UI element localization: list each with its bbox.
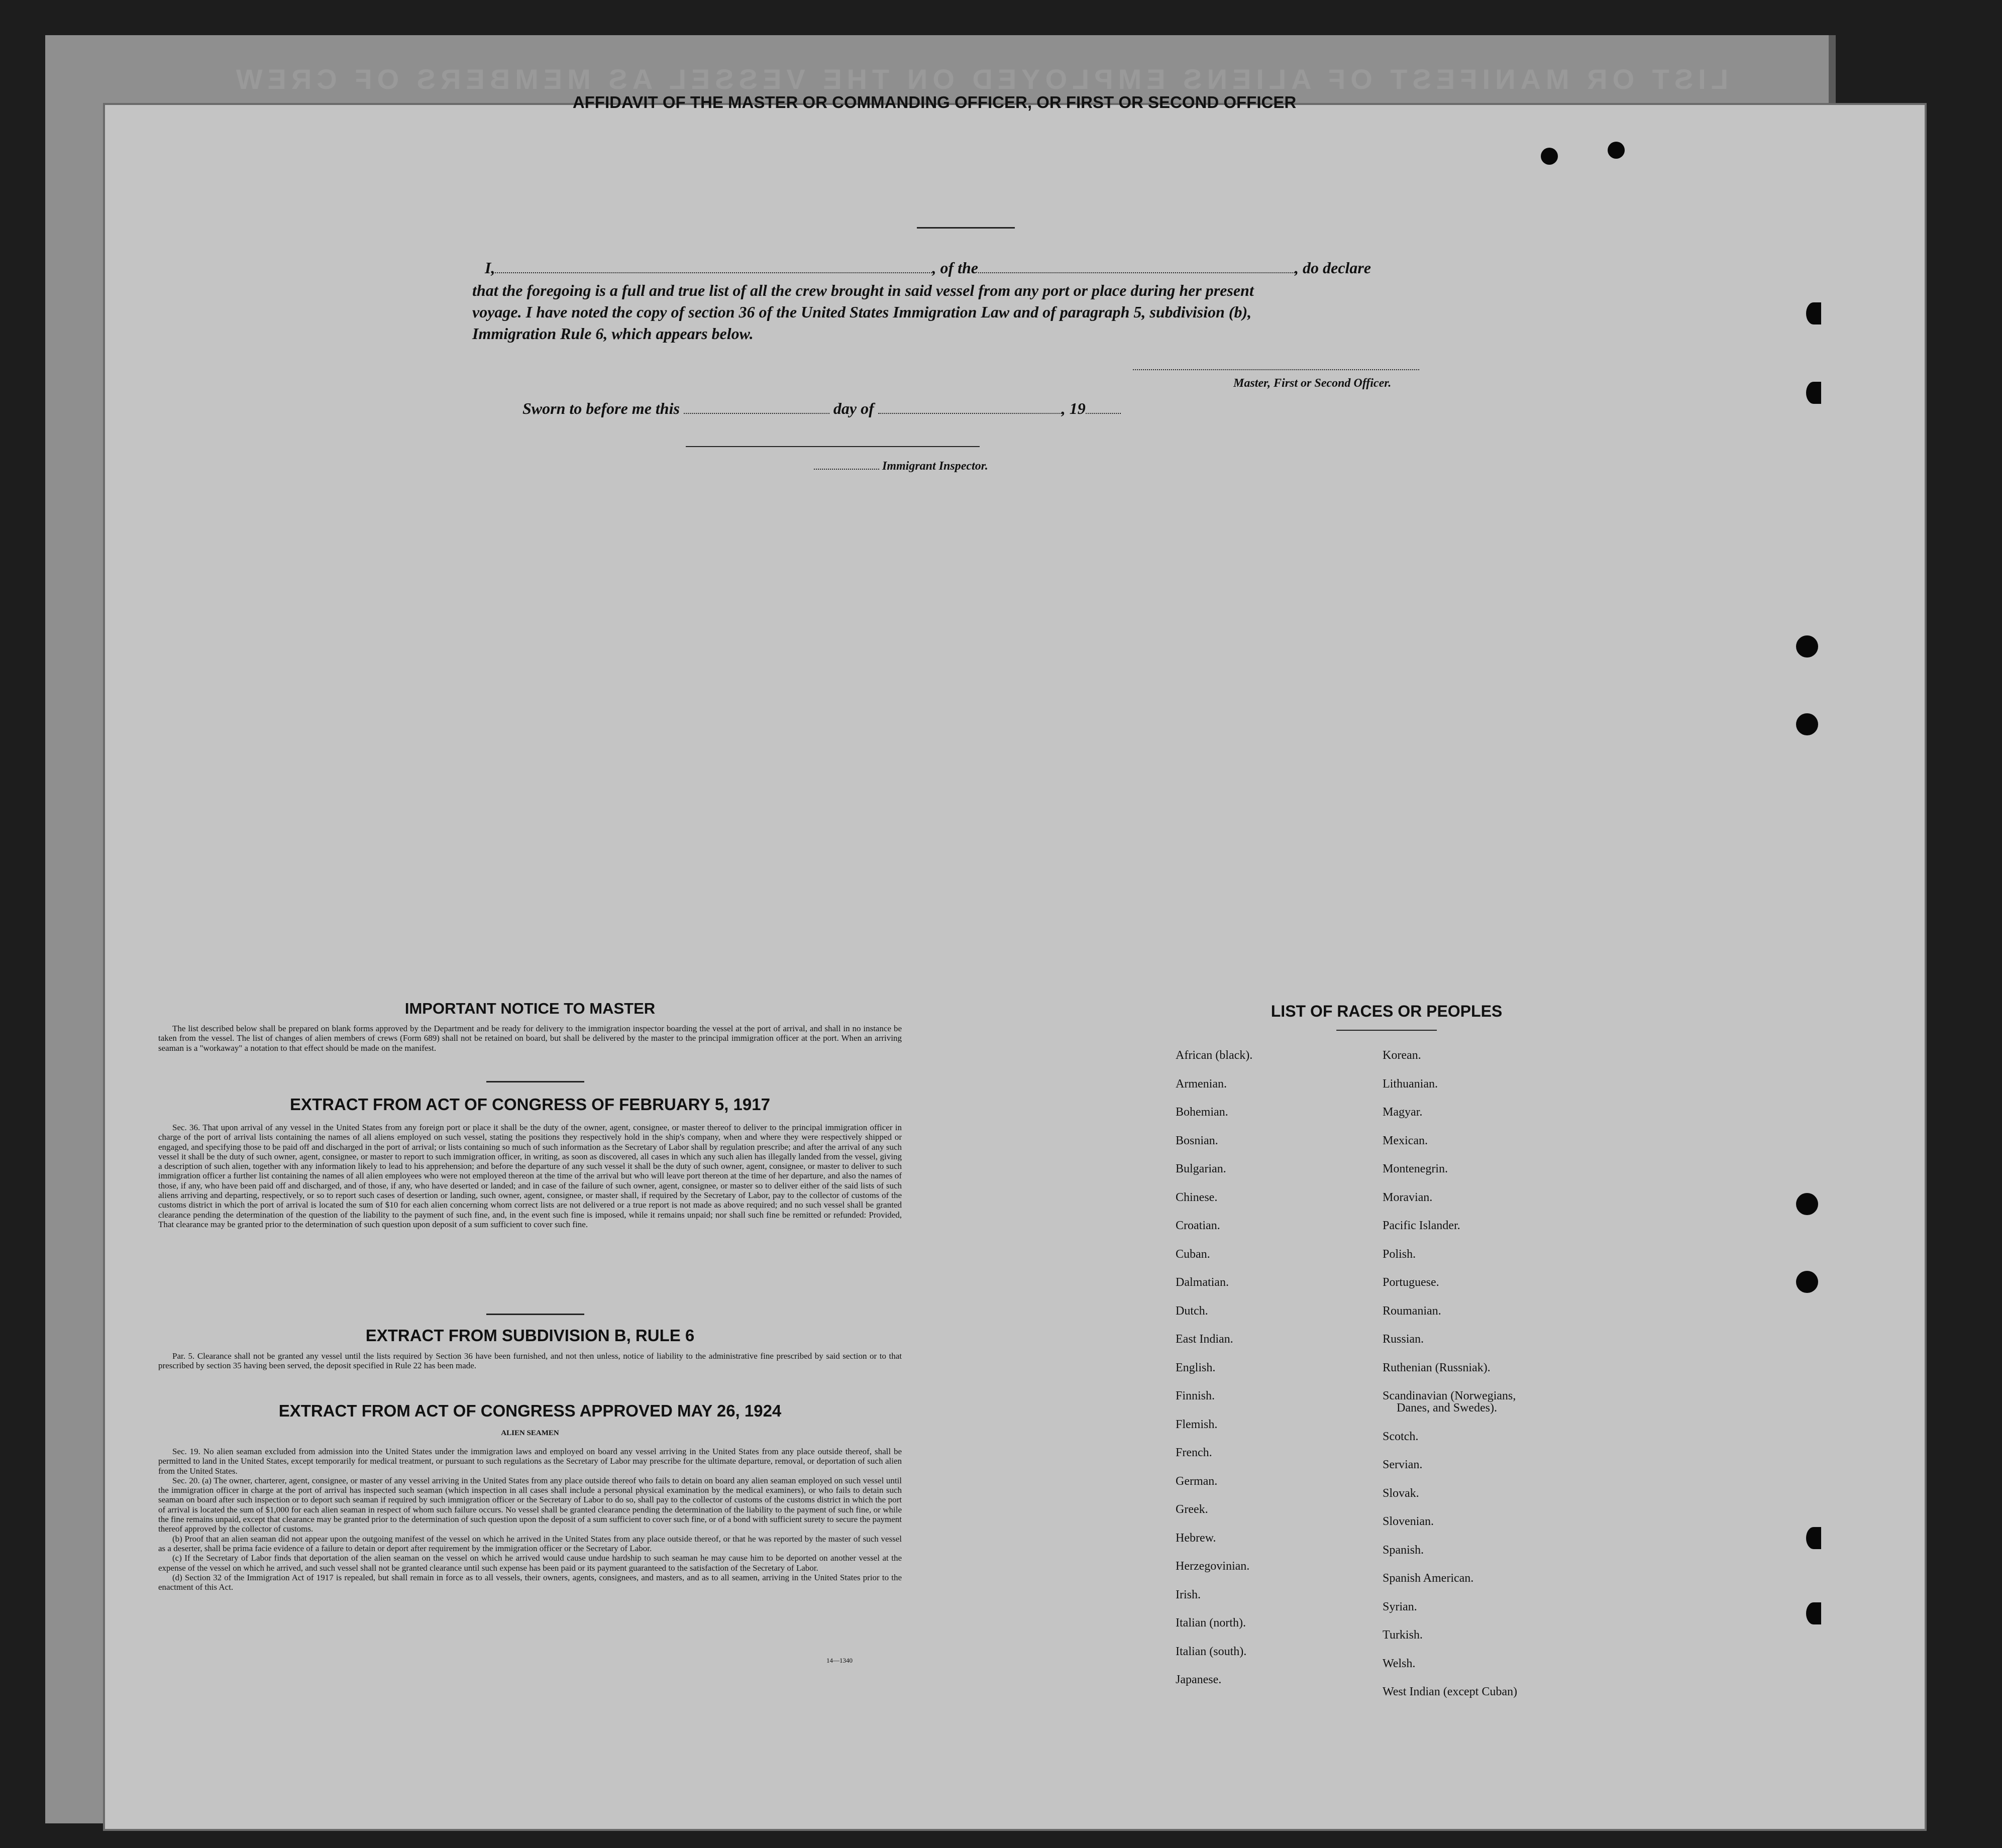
- race-item: Herzegovinian.: [1176, 1560, 1250, 1573]
- race-item: Italian (south).: [1176, 1645, 1247, 1658]
- act-1924-paragraph: (c) If the Secretary of Labor finds that deportation of the alien seaman on the vessel on which he arrived would cause undue hardship to such seaman he may cause him to be deported on another vessel at the expense of the vessel on which he arrived, and such vessel shall not be granted clearance until such expense has been paid or its payment guaranteed to the satisfaction of the Secretary of Labor.: [158, 1553, 902, 1573]
- race-item: Japanese.: [1176, 1673, 1222, 1686]
- races-title: LIST OF RACES OR PEOPLES: [1271, 1002, 1503, 1020]
- title-underline: [917, 227, 1015, 229]
- punch-hole: [1806, 1527, 1821, 1549]
- race-item: West Indian (except Cuban): [1383, 1685, 1517, 1698]
- race-item: Lithuanian.: [1383, 1077, 1438, 1091]
- affidavit-title: AFFIDAVIT OF THE MASTER OR COMMANDING OFFICER, OR FIRST OR SECOND OFFICER: [572, 93, 1297, 112]
- act-1924-title: EXTRACT FROM ACT OF CONGRESS APPROVED MAY 26, 1924: [278, 1401, 782, 1420]
- notice-text: [158, 1024, 902, 1053]
- inspector-signature-label: [814, 460, 988, 473]
- notice-paragraph: The list described below shall be prepared on blank forms approved by the Department and be ready for delivery to the immigration inspector boarding the vessel at the port of arrival, and shall in no instance be taken from the vessel. The list of changes of alien members of crews (Form 689) shall not be retained on board, but shall be delivered by the master to the principal immigration officer at the port. When an arriving seaman is a "workaway" a notation to that effect should be made on the manifest.: [158, 1024, 902, 1053]
- affidavit-line-3: voyage. I have noted the copy of section 36 of the United States Immigration Law and of paragraph 5, subdivision (b),: [472, 303, 1252, 321]
- name-blank[interactable]: [495, 272, 932, 273]
- race-item: Mexican.: [1383, 1134, 1428, 1147]
- vessel-blank[interactable]: [978, 272, 1295, 273]
- year-blank[interactable]: [1086, 413, 1121, 414]
- race-item: Cuban.: [1176, 1247, 1210, 1261]
- race-item: Servian.: [1383, 1458, 1423, 1471]
- divider: [486, 1314, 584, 1315]
- race-item: Moravian.: [1383, 1190, 1433, 1204]
- race-item: Russian.: [1383, 1333, 1424, 1346]
- race-item: Bohemian.: [1176, 1106, 1228, 1119]
- punch-hole: [1806, 1602, 1821, 1624]
- race-item: Dutch.: [1176, 1304, 1208, 1318]
- race-item: English.: [1176, 1361, 1216, 1374]
- race-item: Polish.: [1383, 1247, 1416, 1261]
- race-item: Slovenian.: [1383, 1515, 1434, 1528]
- race-item: Croatian.: [1176, 1219, 1220, 1232]
- race-item: East Indian.: [1176, 1333, 1233, 1346]
- master-signature-label: Master, First or Second Officer.: [1233, 377, 1392, 390]
- punch-hole: [1796, 1271, 1818, 1293]
- rule-6-title: EXTRACT FROM SUBDIVISION B, RULE 6: [365, 1326, 695, 1345]
- punch-hole: [1796, 635, 1818, 658]
- master-signature-line[interactable]: [1133, 369, 1419, 370]
- race-item: Armenian.: [1176, 1077, 1227, 1091]
- race-item: Flemish.: [1176, 1418, 1218, 1431]
- form-number: 14—1340: [826, 1657, 853, 1664]
- label-day-of: day of: [833, 399, 874, 417]
- race-item: Bulgarian.: [1176, 1162, 1226, 1175]
- rule-6-paragraph: Par. 5. Clearance shall not be granted any vessel until the lists required by Section 36 have been furnished, and not then unless, notice of liability to the administrative fine prescribed by said section or to that prescribed by section 35 having been served, the deposit specified in Rule 22 has been made.: [158, 1351, 902, 1371]
- race-item: German.: [1176, 1474, 1218, 1488]
- label-year: , 19: [1061, 399, 1086, 417]
- race-item: Danes, and Swedes).: [1397, 1401, 1497, 1415]
- punch-hole: [1806, 302, 1821, 324]
- race-item: Roumanian.: [1383, 1304, 1441, 1318]
- race-item: Montenegrin.: [1383, 1162, 1448, 1175]
- affidavit-line-4: Immigration Rule 6, which appears below.: [472, 324, 754, 343]
- label-of-the: , of the: [932, 259, 978, 277]
- punch-hole: [1608, 142, 1625, 159]
- race-item: Italian (north).: [1176, 1616, 1246, 1629]
- rule-6-text: [158, 1351, 902, 1371]
- race-item: Scotch.: [1383, 1430, 1419, 1443]
- race-item: Ruthenian (Russniak).: [1383, 1361, 1491, 1374]
- affidavit-line-1: [485, 259, 1371, 277]
- label-i: I,: [485, 259, 495, 277]
- race-item: Magyar.: [1383, 1106, 1423, 1119]
- race-item: Spanish American.: [1383, 1572, 1474, 1585]
- punch-hole: [1796, 1193, 1818, 1215]
- label-do-declare: , do declare: [1295, 259, 1371, 277]
- race-item: Spanish.: [1383, 1543, 1424, 1557]
- act-1924-paragraph: Sec. 19. No alien seaman excluded from admission into the United States under the immigration laws and employed on board any vessel arriving in the United States from any place outside thereof, shall be permitted to land in the United States, except temporarily for medical treatment, or pursuant to such regulations as the Secretary of Labor may prescribe for the ultimate departure, removal, or deportation of such alien from the United States.: [158, 1447, 902, 1476]
- sworn-line: [522, 399, 1121, 418]
- month-blank[interactable]: [878, 413, 1062, 414]
- race-item: French.: [1176, 1446, 1212, 1459]
- punch-hole: [1541, 148, 1558, 165]
- race-item: Irish.: [1176, 1588, 1201, 1601]
- race-item: Portuguese.: [1383, 1276, 1439, 1289]
- race-item: Dalmatian.: [1176, 1276, 1229, 1289]
- inspector-dots: [814, 469, 879, 470]
- race-item: Finnish.: [1176, 1389, 1215, 1402]
- notice-title: IMPORTANT NOTICE TO MASTER: [404, 1000, 656, 1017]
- race-item: Turkish.: [1383, 1628, 1423, 1642]
- inspector-signature-line: [686, 446, 980, 447]
- act-1917-text: [158, 1123, 902, 1229]
- race-item: Korean.: [1383, 1049, 1421, 1062]
- act-1924-paragraph: Sec. 20. (a) The owner, charterer, agent, consignee, or master of any vessel arriving in the United States from any place outside thereof who fails to detain on board any alien seaman employed on such vessel until the immigration officer in charge at the port of arrival has inspected such seaman (which inspection in all cases shall include a personal physical examination by the medical examiners), or who fails to detain such seaman on board after such inspection or to deport such seaman if required by such immigration officer or the Secretary of Labor to do so, shall pay to the collector of customs of the customs district in which the port of arrival is located the sum of $1,000 for each alien seaman in respect of whom such failure occurs. No vessel shall be granted clearance pending the determination of the liability to the payment of such fine, or while the fine remains unpaid, except that clearance may be granted prior to the determination of such question upon the deposit of a sum sufficient to cover such fine, or of a bond with sufficient surety to secure the payment thereof approved by the collector of customs.: [158, 1475, 902, 1534]
- act-1917-paragraph: Sec. 36. That upon arrival of any vessel in the United States from any foreign port or place it shall be the duty of the owner, agent, consignee, or master thereof to deliver to the principal immigration officer in charge of the port of arrival lists containing the names of all aliens employed on such vessel, stating the positions they respectively hold in the ship's company, when and where they were respectively shipped or engaged, and specifying those to be paid off and discharged in the port of arrival; or lists containing so much of such information as the Secretary of Labor shall by regulation prescribe; and after the arrival of any such vessel it shall be the duty of such owner, agent, consignee, or master to report to such immigration officer, in writing, as soon as discovered, all cases in which any such alien has illegally landed from the vessel, giving a description of such alien, together with any information likely to lead to his apprehension; and before the departure of any such vessel it shall be the duty of such owner, agent, consignee, or master to deliver to such immigration officer a further list containing the names of all alien employees who were not employed thereon at the time of the arrival but who will leave port thereon at the time of her departure, and also the names of those, if any, who have been paid off and discharged, and of those, if any, who have deserted or landed; and in case of the failure of such owner, agent, consignee, or master so to deliver either of the said lists of such aliens arriving and departing, respectively, or so to report such cases of desertion or landing, such owner, agent, consignee, or master shall, if required by the Secretary of Labor, pay to the collector of customs of the customs district in which the port of arrival is located the sum of $10 for each alien concerning whom correct lists are not delivered or a true report is not made as above required; and no such vessel shall be granted clearance pending the determination of the question of the liability to the payment of such fine, and, in the event such fine is imposed, while it remains unpaid; nor shall such fine be remitted or refunded: Provided, That clearance may be granted prior to the determination of such question upon deposit of a sum sufficient to cover such fine.: [158, 1123, 902, 1229]
- race-item: Slovak.: [1383, 1486, 1419, 1500]
- day-blank[interactable]: [684, 413, 829, 414]
- race-item: Hebrew.: [1176, 1531, 1216, 1545]
- race-item: Scandinavian (Norwegians,: [1383, 1389, 1516, 1402]
- divider: [486, 1081, 584, 1082]
- act-1924-paragraph: (b) Proof that an alien seaman did not appear upon the outgoing manifest of the vessel on which he arrived in the United States from any place outside thereof, or that he was reported by the master of such vessel as a deserter, shall be prima facie evidence of a failure to detain or deport after requirement by the immigration officer or the Secretary of Labor.: [158, 1534, 902, 1553]
- bleed-through-text: LIST OR MANIFEST OF ALIENS EMPLOYED ON THE VESSEL AS MEMBERS OF CREW: [231, 63, 1728, 95]
- act-1924-text: [158, 1447, 902, 1592]
- race-item: Welsh.: [1383, 1657, 1416, 1670]
- race-item: Pacific Islander.: [1383, 1219, 1460, 1232]
- race-item: African (black).: [1176, 1049, 1253, 1062]
- race-item: Greek.: [1176, 1503, 1208, 1516]
- act-1924-paragraph: (d) Section 32 of the Immigration Act of 1917 is repealed, but shall remain in force as to all vessels, their owners, agents, consignees, and masters, and as to all seamen, arriving in the United States prior to the enactment of this Act.: [158, 1572, 902, 1592]
- race-item: Syrian.: [1383, 1600, 1417, 1613]
- affidavit-line-2: that the foregoing is a full and true list of all the crew brought in said vessel from any port or place during her present: [472, 281, 1254, 299]
- label-sworn: Sworn to before me this: [522, 399, 680, 417]
- races-underline: [1336, 1030, 1437, 1031]
- act-1924-subtitle: ALIEN SEAMEN: [501, 1429, 559, 1437]
- act-1917-title: EXTRACT FROM ACT OF CONGRESS OF FEBRUARY 5, 1917: [290, 1095, 770, 1114]
- race-item: Bosnian.: [1176, 1134, 1218, 1147]
- inspector-label: Immigrant Inspector.: [882, 460, 988, 473]
- punch-hole: [1796, 713, 1818, 735]
- punch-hole: [1806, 382, 1821, 404]
- race-item: Chinese.: [1176, 1190, 1218, 1204]
